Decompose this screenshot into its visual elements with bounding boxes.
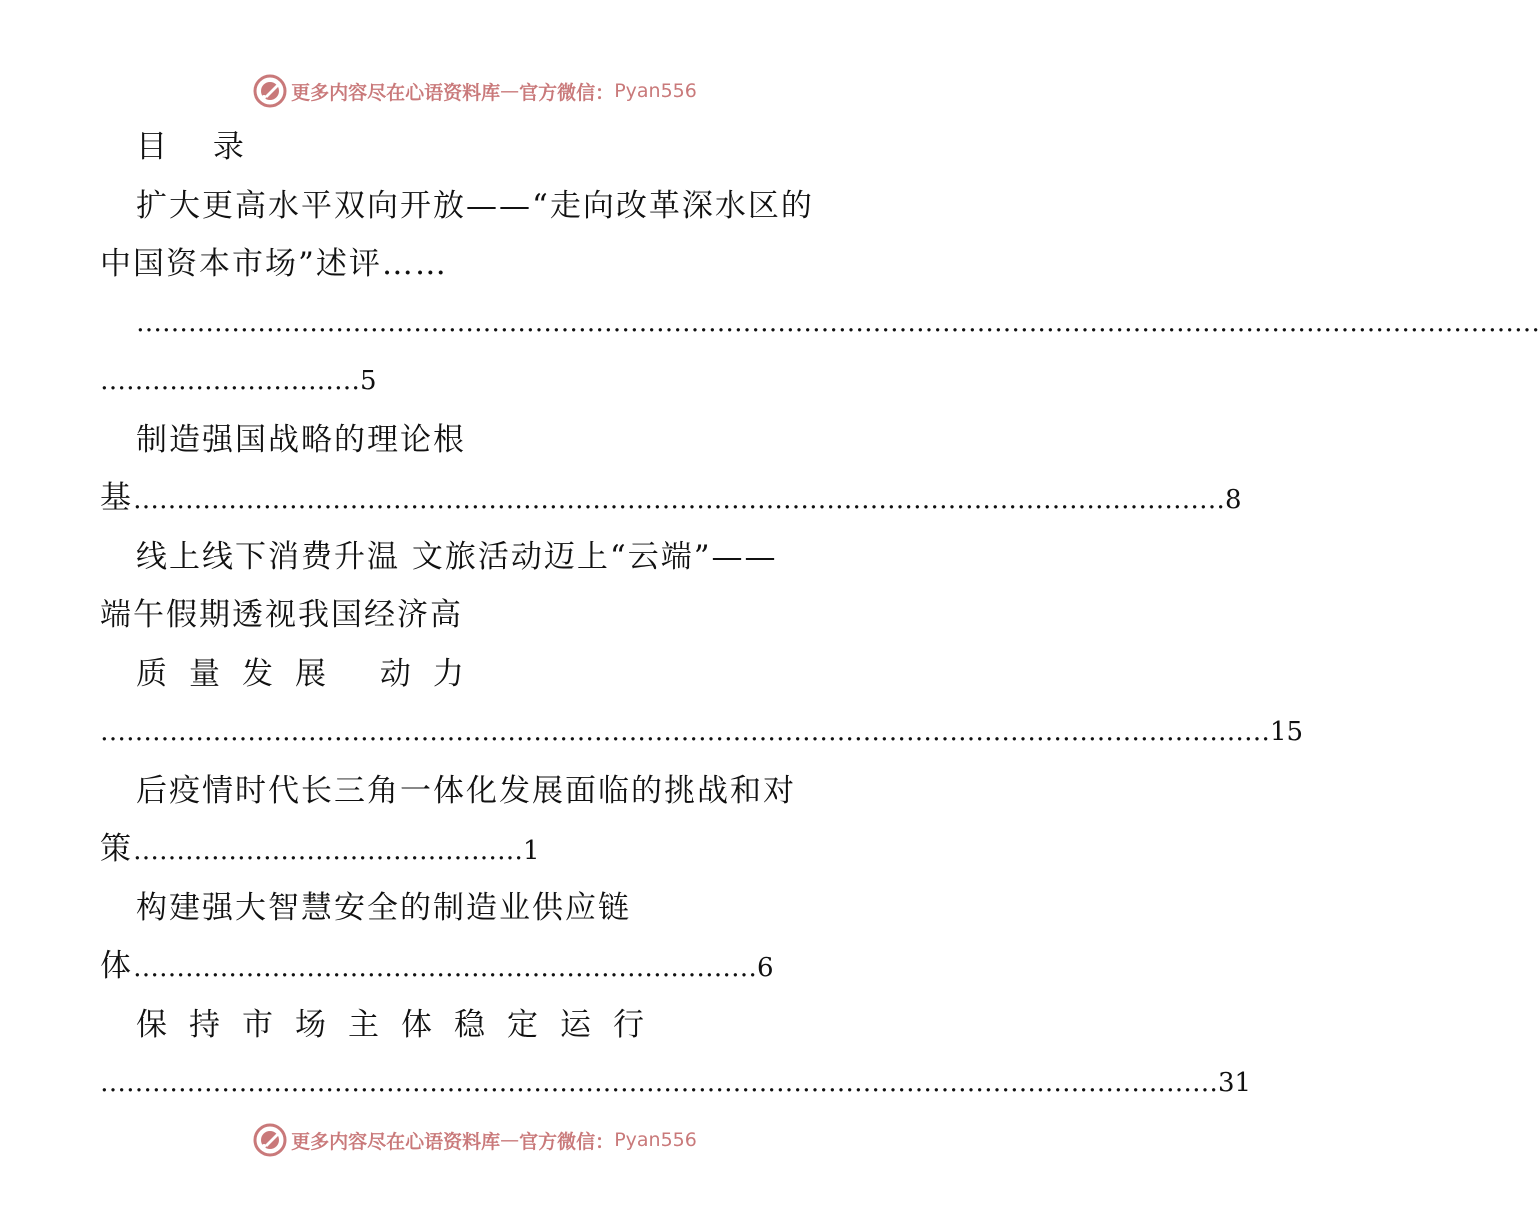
- toc-entry-5-dots: ………………………………………………………………6: [133, 953, 774, 983]
- toc-entry-4-title-line2-row[interactable]: [100, 820, 860, 879]
- banner-wechat-label: 官方微信：: [519, 1130, 615, 1153]
- toc-entry-5-title-line2: 体: [100, 948, 133, 984]
- banner-separator: —: [500, 1129, 520, 1151]
- toc-entry-1-title-line2[interactable]: 中国资本市场”述评……: [100, 246, 448, 282]
- banner-wechat-id: Pyan556: [614, 1129, 697, 1151]
- toc-entry-4-dots: ………………………………………1: [133, 836, 540, 866]
- toc-entry-3-title-line3[interactable]: 质量发展 动力: [136, 655, 486, 692]
- toc-entry-6-dots[interactable]: …………………………………………………………………………………………………………………31: [100, 1068, 1252, 1098]
- toc-entry-2-title-line2: 基: [100, 480, 133, 516]
- toc-entry-4-title-line2: 策: [100, 831, 133, 867]
- toc-entry-1-page[interactable]: …………………………5: [100, 366, 377, 396]
- toc-entry-5-title-line2-row[interactable]: [100, 937, 860, 996]
- toc-title: 目 录: [136, 129, 262, 165]
- toc-entry-3-title-line1[interactable]: 线上线下消费升温 文旅活动迈上“云端”——: [136, 538, 778, 575]
- toc-entry-6-title-line1[interactable]: 保持市场主体稳定运行: [136, 1006, 666, 1043]
- footer-banner: [0, 1120, 950, 1160]
- toc-entry-2-title-line1[interactable]: 制造强国战略的理论根: [136, 421, 466, 458]
- brand-logo-icon: [253, 74, 287, 108]
- brand-logo-icon: [253, 1123, 287, 1157]
- banner-brand-text: 更多内容尽在心语资料库: [291, 81, 501, 104]
- toc-entry-1-title-line1[interactable]: 扩大更高水平双向开放——“走向改革深水区的: [136, 187, 814, 224]
- toc-entry-5-title-line1[interactable]: 构建强大智慧安全的制造业供应链: [136, 889, 631, 926]
- toc-entry-2-title-line2-row[interactable]: [100, 469, 1242, 528]
- header-banner: [0, 71, 950, 111]
- banner-brand-text: 更多内容尽在心语资料库: [291, 1130, 501, 1153]
- toc-content: [100, 118, 1540, 1113]
- toc-entry-3-title-line2[interactable]: 端午假期透视我国经济高: [100, 597, 463, 633]
- banner-separator: —: [500, 80, 520, 102]
- banner-wechat-label: 官方微信：: [519, 81, 615, 104]
- toc-entry-4-title-line1[interactable]: 后疫情时代长三角一体化发展面临的挑战和对: [136, 772, 796, 809]
- banner-wechat-id: Pyan556: [614, 80, 697, 102]
- toc-entry-2-dots: ………………………………………………………………………………………………………………8: [133, 485, 1242, 515]
- toc-entry-3-dots[interactable]: ………………………………………………………………………………………………………………………15: [100, 717, 1304, 747]
- toc-entry-1-dots-line1: ………………………………………………………………………………………………………………………………………………: [136, 307, 1540, 338]
